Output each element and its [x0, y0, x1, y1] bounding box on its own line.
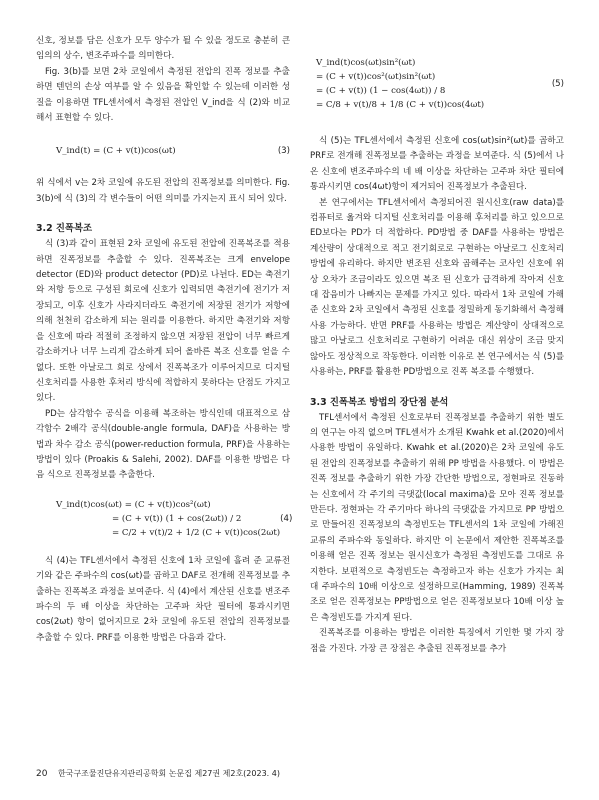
equation-3: [36, 126, 290, 176]
equation-number: (5): [551, 79, 564, 89]
paragraph: 본 연구에서는 TFL센서에서 측정되어진 원시신호(raw data)를 컴퓨터로 옮겨와 디지털 신호처리를 이용해 후처리를 하고 있으므로 ED보다는 PD가 더 적합하다. PD방법 중 DAF를 사용하는 방법은 계산량이 상대적으로 적고 전기회로로 구현하는 아날로그 신호처리방법에 유리하다. 하지만 변조된 신호와 곱해주는 코사인 신호에 위상 오차가 조금이라도 있으면 복조 된 신호가 급격하게 작아져 신호 대 잡음비가 나빠지는 문제를 가지고 있다. 따라서 1차 코일에 가해 준 신호와 2차 코일에서 측정된 신호를 정밀하게 동기화해서 측정해 사용 가능하다. 반면 PRF를 사용하는 방법은 계산양이 상대적으로 많고 아날로그 신호처리로 구현하기 어려운 대신 위상이 조금 맞지 않아도 정상적으로 작동한다. 이러한 이유로 본 연구에서는 식 (5)를 사용하는, PRF를 활용한 PD방법으로 진폭 복조를 수행했다.: [310, 197, 564, 378]
equation-line: V_ind(t) = (C + v(t))cos(ωt): [56, 146, 176, 157]
paragraph: TFL센서에서 측정된 신호로부터 진폭정보를 추출하기 위한 별도의 연구는 아직 없으며 TFL센서가 소개된 Kwahk et al.(2020)에서 사용한 방법이 유일하다. Kwahk et al.(2020)은 2차 코일에 유도된 전압의 진폭정보를 추출하기 위해 PP 방법을 사용했다. 이 방법은 진폭 정보를 추출하기 위한 가장 간단한 방법으로, 정현파로 진동하는 신호에서 각 주기의 극댓값(local maxima)을 모아 진폭 정보를 만든다. 정현파는 각 주기마다 하나의 극댓값을 가지므로 PP 방법으로 만들어진 진폭정보의 측정빈도는 TFL센서의 1차 코일에 가해진 교류의 주파수와 동일하다. 하지만 이 논문에서 제안한 진폭복조를 이용해 얻은 진폭 정보는 원시신호가 측정된 측정빈도를 그대로 유지한다. 보편적으로 측정빈도는 측정하고자 하는 신호가 가지는 최대 주파수의 10배 이상으로 설정하므로(Hamming, 1989) 진폭복조로 얻은 진폭정보는 PP방법으로 얻은 진폭정보보다 10배 이상 높은 측정빈도를 가지게 된다.: [310, 412, 564, 623]
equation-line: V_ind(t)cos(ωt) = (C + v(t))cos²(ωt): [56, 499, 211, 510]
page-number: 20: [36, 769, 48, 779]
paragraph: 진폭복조를 이용하는 방법은 이러한 특징에서 기인한 몇 가지 장점을 가진다. 가장 큰 장점은 추출된 진폭정보를 추가: [310, 628, 564, 654]
equation-line: = (C + v(t)) (1 − cos(4ωt)) / 8: [316, 86, 446, 96]
equation-line: = (C + v(t))cos²(ωt)sin²(ωt): [316, 72, 436, 82]
equation-number: (3): [277, 146, 290, 157]
paragraph: Fig. 3(b)를 보면 2차 코일에서 측정된 전압의 진폭 정보를 추출하면 텐던의 손상 여부를 알 수 있음을 확인할 수 있는데 이러한 성질을 이용하면 TFL센서에서 측정된 전압인 V_ind을 식 (2)와 비교해서 표현할 수 있다.: [36, 66, 290, 124]
paragraph: 신호, 정보를 담은 신호가 모두 양수가 될 수 있을 정도로 충분히 큰 임의의 상수, 변조주파수를 의미한다.: [36, 36, 290, 62]
journal-name: 한국구조물진단유지관리공학회 논문집 제27권 제2호(2023. 4): [58, 769, 280, 778]
right-column: [310, 34, 564, 657]
equation-line: = C/8 + v(t)/8 + 1/8 (C + v(t))cos(4ωt): [316, 100, 485, 110]
section-heading: 3.2 진폭복조: [36, 223, 93, 235]
equation-line: = C/2 + v(t)/2 + 1/2 (C + v(t))cos(2ωt): [112, 527, 281, 538]
left-column: [36, 34, 293, 646]
paragraph: 식 (5)는 TFL센서에서 측정된 신호에 cos(ωt)sin²(ωt)를 곱하고 PRF로 전개해 진폭정보를 추출하는 과정을 보여준다. 식 (5)에서 나온 신호에 변조주파수의 네 배 이상을 차단하는 고주파 차단 필터에 통과시키면 cos(4ωt)항이 제거되어 진폭정보가 추출된다.: [310, 136, 564, 193]
paragraph: 식 (4)는 TFL센서에서 측정된 신호에 1차 코일에 흘려 준 교류전기와 같은 주파수의 cos(ωt)를 곱하고 DAF로 전개해 진폭정보를 추출하는 진폭복조 과정을 보여준다. 식 (4)에서 계산된 신호를 변조주파수의 두 배 이상을 차단하는 고주파 차단 필터에 통과시키면 cos(2ωt) 항이 없어지므로 2차 코일에 유도된 전압의 진폭정보를 추출할 수 있다. PRF를 이용한 방법은 다음과 같다.: [36, 555, 290, 643]
equation-line: V_ind(t)cos(ωt)sin²(ωt): [316, 58, 416, 68]
page-footer: [36, 768, 280, 779]
equation-number: (4): [280, 513, 293, 524]
equation-5: [310, 34, 564, 134]
paragraph: PD는 삼각함수 공식을 이용해 복조하는 방식인데 대표적으로 삼각함수 2배각 공식(double-angle formula, DAF)을 사용하는 방법과 차수 감소 공식(power-reduction formula, PRF)을 사용하는 방법이 있다 (Proakis & Salehi, 2002). DAF를 이용한 방법은 다음 식으로 진폭정보를 추출한다.: [36, 408, 290, 481]
paragraph: 식 (3)과 같이 표현된 2차 코일에 유도된 전압에 진폭복조를 적용하면 진폭정보를 추출할 수 있다. 진폭복조는 크게 envelope detector (ED)와 product detector (PD)로 나뉜다. ED는 축전기와 저항 등으로 구성된 회로에 신호가 입력되면 축전기에 전기가 저장되고, 이후 신호가 사라지더라도 축전기에 저장된 전기가 저항에 의해 천천히 감소하게 되는 원리를 이용한다. 하지만 축전기와 저항을 신호에 따라 적절히 조정하지 않으면 저장된 전압이 너무 빠르게 감소하거나 너무 느리게 감소하게 되어 올바른 복조 신호를 얻을 수 없다. 또한 아날로그 회로 상에서 진폭복조가 이루어지므로 디지털 신호처리를 사용한 후처리 방식에 적합하지 못하다는 단점도 가지고 있다.: [36, 239, 290, 404]
paragraph: 위 식에서 v는 2차 코일에 유도된 전압의 진폭정보를 의미한다. Fig. 3(b)에 식 (3)의 각 변수들이 어떤 의미를 가지는지 표시 되어 있다.: [36, 178, 290, 204]
equation-4: [36, 484, 293, 554]
equation-line: = (C + v(t)) (1 + cos(2ωt)) / 2: [112, 513, 242, 524]
section-heading: 3.3 진폭복조 방법의 장단점 분석: [310, 396, 449, 408]
